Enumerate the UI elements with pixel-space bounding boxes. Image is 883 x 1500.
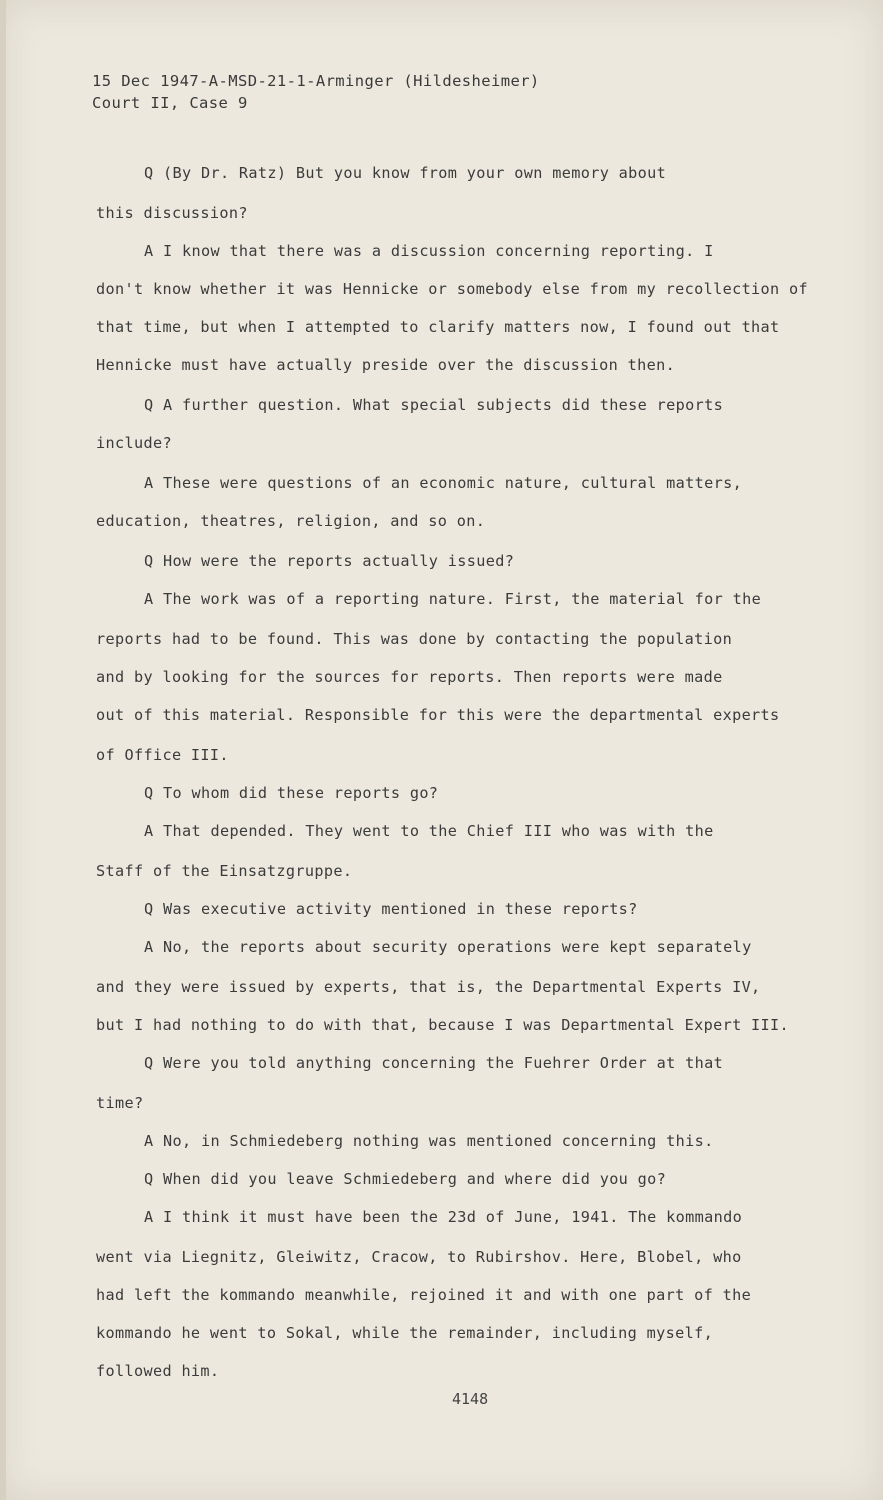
transcript-line: Q To whom did these reports go? xyxy=(144,784,439,802)
transcript-line: followed him. xyxy=(96,1362,220,1380)
transcript-line: kommando he went to Sokal, while the remainder, including myself, xyxy=(96,1324,714,1342)
transcript-line: went via Liegnitz, Gleiwitz, Cracow, to Rubirshov. Here, Blobel, who xyxy=(96,1248,742,1266)
transcript-line: that time, but when I attempted to clarify matters now, I found out that xyxy=(96,318,780,336)
transcript-line: but I had nothing to do with that, because I was Departmental Expert III. xyxy=(96,1016,790,1034)
document-header xyxy=(92,70,540,114)
page-edge xyxy=(0,0,6,1500)
transcript-line: education, theatres, religion, and so on. xyxy=(96,512,486,530)
transcript-line: time? xyxy=(96,1094,144,1112)
transcript-line: Q A further question. What special subjects did these reports xyxy=(144,396,724,414)
transcript-line: Q Were you told anything concerning the Fuehrer Order at that xyxy=(144,1054,724,1072)
header-line-court: Court II, Case 9 xyxy=(92,94,248,112)
transcript-line: A That depended. They went to the Chief III who was with the xyxy=(144,822,714,840)
transcript-line: and by looking for the sources for reports. Then reports were made xyxy=(96,668,723,686)
transcript-line: don't know whether it was Hennicke or somebody else from my recollection of xyxy=(96,280,809,298)
transcript-line: Q Was executive activity mentioned in these reports? xyxy=(144,900,638,918)
transcript-line: Q How were the reports actually issued? xyxy=(144,552,515,570)
transcript-line: include? xyxy=(96,434,172,452)
page-number: 4148 xyxy=(452,1390,489,1408)
transcript-line: out of this material. Responsible for this were the departmental experts xyxy=(96,706,780,724)
transcript-line: Q (By Dr. Ratz) But you know from your own memory about xyxy=(144,164,667,182)
transcript-line: A The work was of a reporting nature. First, the material for the xyxy=(144,590,762,608)
transcript-line: had left the kommando meanwhile, rejoined it and with one part of the xyxy=(96,1286,752,1304)
transcript-line: A I know that there was a discussion concerning reporting. I xyxy=(144,242,714,260)
transcript-line: A No, the reports about security operations were kept separately xyxy=(144,938,752,956)
transcript-line: and they were issued by experts, that is, the Departmental Experts IV, xyxy=(96,978,761,996)
transcript-line: A These were questions of an economic nature, cultural matters, xyxy=(144,474,743,492)
header-line-date-case: 15 Dec 1947-A-MSD-21-1-Arminger (Hildesheimer) xyxy=(92,72,540,90)
transcript-line: A No, in Schmiedeberg nothing was mentioned concerning this. xyxy=(144,1132,714,1150)
transcript-line: reports had to be found. This was done by contacting the population xyxy=(96,630,733,648)
transcript-line: Q When did you leave Schmiedeberg and where did you go? xyxy=(144,1170,667,1188)
transcript-line: A I think it must have been the 23d of June, 1941. The kommando xyxy=(144,1208,743,1226)
transcript-line: of Office III. xyxy=(96,746,229,764)
transcript-line: this discussion? xyxy=(96,204,248,222)
transcript-line: Staff of the Einsatzgruppe. xyxy=(96,862,353,880)
transcript-line: Hennicke must have actually preside over the discussion then. xyxy=(96,356,676,374)
